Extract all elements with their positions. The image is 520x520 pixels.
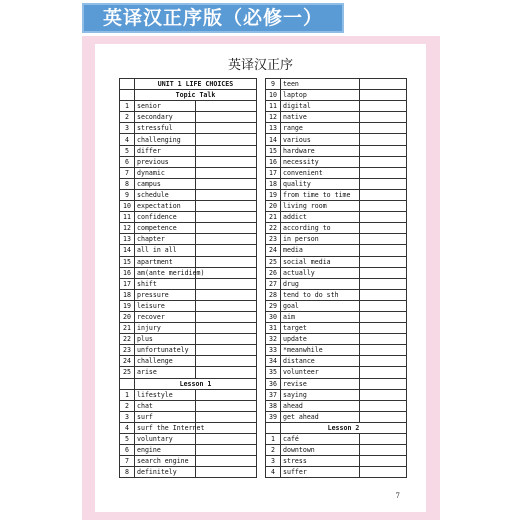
- table-row: [266, 323, 407, 334]
- table-row: [120, 123, 257, 134]
- translation-blank[interactable]: [360, 356, 407, 367]
- row-number: 33: [266, 345, 281, 356]
- table-row: [266, 267, 407, 278]
- translation-blank[interactable]: [360, 456, 407, 467]
- row-number: 7: [120, 456, 135, 467]
- table-row: [266, 145, 407, 156]
- row-number: [120, 90, 135, 101]
- english-word: *meanwhile: [281, 345, 360, 356]
- table-row: [266, 467, 407, 478]
- english-word: suffer: [281, 467, 360, 478]
- translation-blank[interactable]: [196, 256, 257, 267]
- row-number: 4: [120, 422, 135, 433]
- row-number: 2: [120, 112, 135, 123]
- english-word: campus: [135, 178, 196, 189]
- english-word: surf the Internet: [135, 422, 196, 433]
- translation-blank[interactable]: [196, 278, 257, 289]
- table-row: [266, 178, 407, 189]
- row-number: 5: [120, 145, 135, 156]
- section-header-row: [120, 378, 257, 389]
- row-number: 11: [120, 212, 135, 223]
- table-row: [120, 422, 257, 433]
- english-word: apartment: [135, 256, 196, 267]
- table-row: [120, 278, 257, 289]
- row-number: 8: [120, 467, 135, 478]
- translation-blank[interactable]: [196, 178, 257, 189]
- english-word: competence: [135, 223, 196, 234]
- english-word: definitely: [135, 467, 196, 478]
- english-word: teen: [281, 79, 360, 90]
- row-number: 19: [120, 300, 135, 311]
- english-word: social media: [281, 256, 360, 267]
- english-word: from time to time: [281, 189, 360, 200]
- table-row: [120, 267, 257, 278]
- table-row: [266, 234, 407, 245]
- row-number: 21: [120, 323, 135, 334]
- table-row: [120, 434, 257, 445]
- english-word: volunteer: [281, 367, 360, 378]
- row-number: 13: [266, 123, 281, 134]
- english-word: search engine: [135, 456, 196, 467]
- translation-blank[interactable]: [360, 167, 407, 178]
- row-number: 4: [120, 134, 135, 145]
- english-word: actually: [281, 267, 360, 278]
- english-word: challenging: [135, 134, 196, 145]
- row-number: 23: [266, 234, 281, 245]
- page-banner: [82, 3, 344, 33]
- translation-blank[interactable]: [360, 411, 407, 422]
- row-number: 34: [266, 356, 281, 367]
- row-number: 18: [266, 178, 281, 189]
- row-number: 13: [120, 234, 135, 245]
- translation-blank[interactable]: [360, 79, 407, 90]
- table-row: [120, 112, 257, 123]
- row-number: [120, 79, 135, 90]
- translation-blank[interactable]: [196, 300, 257, 311]
- row-number: 26: [266, 267, 281, 278]
- section-header: Lesson 2: [281, 422, 407, 433]
- section-header: UNIT 1 LIFE CHOICES: [135, 79, 257, 90]
- table-row: [266, 212, 407, 223]
- table-row: [266, 311, 407, 322]
- translation-blank[interactable]: [196, 367, 257, 378]
- english-word: downtown: [281, 445, 360, 456]
- translation-blank[interactable]: [196, 467, 257, 478]
- translation-blank[interactable]: [360, 445, 407, 456]
- row-number: 15: [120, 256, 135, 267]
- english-word: unfortunately: [135, 345, 196, 356]
- table-row: [120, 345, 257, 356]
- translation-blank[interactable]: [196, 356, 257, 367]
- translation-blank[interactable]: [360, 378, 407, 389]
- row-number: 22: [266, 223, 281, 234]
- translation-blank[interactable]: [196, 456, 257, 467]
- table-row: [266, 334, 407, 345]
- table-row: [266, 389, 407, 400]
- translation-blank[interactable]: [360, 156, 407, 167]
- translation-blank[interactable]: [360, 90, 407, 101]
- table-row: [266, 289, 407, 300]
- section-header-row: [266, 422, 407, 433]
- translation-blank[interactable]: [360, 467, 407, 478]
- english-word: injury: [135, 323, 196, 334]
- table-row: [120, 334, 257, 345]
- row-number: 4: [266, 467, 281, 478]
- translation-blank[interactable]: [360, 245, 407, 256]
- table-row: [266, 223, 407, 234]
- row-number: 27: [266, 278, 281, 289]
- row-number: 10: [266, 90, 281, 101]
- row-number: 32: [266, 334, 281, 345]
- row-number: 9: [120, 189, 135, 200]
- table-row: [266, 445, 407, 456]
- translation-blank[interactable]: [196, 189, 257, 200]
- row-number: 19: [266, 189, 281, 200]
- translation-blank[interactable]: [360, 434, 407, 445]
- translation-blank[interactable]: [360, 101, 407, 112]
- translation-blank[interactable]: [360, 212, 407, 223]
- translation-blank[interactable]: [196, 245, 257, 256]
- translation-blank[interactable]: [360, 123, 407, 134]
- translation-blank[interactable]: [360, 201, 407, 212]
- translation-blank[interactable]: [360, 345, 407, 356]
- row-number: 24: [266, 245, 281, 256]
- english-word: ahead: [281, 400, 360, 411]
- translation-blank[interactable]: [196, 212, 257, 223]
- translation-blank[interactable]: [196, 400, 257, 411]
- english-word: laptop: [281, 90, 360, 101]
- english-word: confidence: [135, 212, 196, 223]
- translation-blank[interactable]: [196, 145, 257, 156]
- translation-blank[interactable]: [196, 201, 257, 212]
- table-row: [120, 189, 257, 200]
- table-row: [120, 101, 257, 112]
- english-word: get ahead: [281, 411, 360, 422]
- translation-blank[interactable]: [360, 311, 407, 322]
- translation-blank[interactable]: [196, 123, 257, 134]
- english-word: drug: [281, 278, 360, 289]
- row-number: [266, 422, 281, 433]
- translation-blank[interactable]: [196, 311, 257, 322]
- english-word: shift: [135, 278, 196, 289]
- row-number: 5: [120, 434, 135, 445]
- table-row: [266, 378, 407, 389]
- english-word: challenge: [135, 356, 196, 367]
- row-number: 37: [266, 389, 281, 400]
- translation-blank[interactable]: [360, 189, 407, 200]
- row-number: 25: [266, 256, 281, 267]
- table-row: [120, 178, 257, 189]
- table-row: [266, 300, 407, 311]
- table-row: [120, 411, 257, 422]
- translation-blank[interactable]: [360, 278, 407, 289]
- table-row: [120, 245, 257, 256]
- row-number: 2: [266, 445, 281, 456]
- row-number: 9: [266, 79, 281, 90]
- table-row: [266, 245, 407, 256]
- row-number: 1: [120, 389, 135, 400]
- english-word: aim: [281, 311, 360, 322]
- english-word: arise: [135, 367, 196, 378]
- row-number: 16: [120, 267, 135, 278]
- row-number: 1: [120, 101, 135, 112]
- english-word: range: [281, 123, 360, 134]
- english-word: café: [281, 434, 360, 445]
- row-number: 7: [120, 167, 135, 178]
- translation-blank[interactable]: [196, 345, 257, 356]
- translation-blank[interactable]: [360, 145, 407, 156]
- sheet-title: 英译汉正序: [227, 58, 293, 73]
- table-row: [266, 112, 407, 123]
- english-word: stressful: [135, 123, 196, 134]
- row-number: 20: [266, 201, 281, 212]
- table-row: [120, 323, 257, 334]
- english-word: according to: [281, 223, 360, 234]
- english-word: all in all: [135, 245, 196, 256]
- row-number: 14: [266, 134, 281, 145]
- english-word: various: [281, 134, 360, 145]
- english-word: secondary: [135, 112, 196, 123]
- english-word: target: [281, 323, 360, 334]
- row-number: 30: [266, 311, 281, 322]
- english-word: previous: [135, 156, 196, 167]
- english-word: in person: [281, 234, 360, 245]
- banner-title: 英译汉正序版（必修一）: [102, 7, 323, 29]
- row-number: 25: [120, 367, 135, 378]
- row-number: 6: [120, 445, 135, 456]
- english-word: pressure: [135, 289, 196, 300]
- english-word: stress: [281, 456, 360, 467]
- row-number: 1: [266, 434, 281, 445]
- translation-blank[interactable]: [196, 167, 257, 178]
- translation-blank[interactable]: [196, 411, 257, 422]
- english-word: plus: [135, 334, 196, 345]
- translation-blank[interactable]: [196, 434, 257, 445]
- translation-blank[interactable]: [360, 389, 407, 400]
- english-word: addict: [281, 212, 360, 223]
- table-row: [266, 101, 407, 112]
- table-row: [266, 400, 407, 411]
- english-word: expectation: [135, 201, 196, 212]
- table-row: [266, 134, 407, 145]
- english-word: surf: [135, 411, 196, 422]
- table-row: [120, 156, 257, 167]
- table-row: [266, 278, 407, 289]
- english-word: quality: [281, 178, 360, 189]
- table-row: [120, 212, 257, 223]
- table-row: [120, 400, 257, 411]
- table-row: [266, 189, 407, 200]
- english-word: saying: [281, 389, 360, 400]
- row-number: 31: [266, 323, 281, 334]
- row-number: 28: [266, 289, 281, 300]
- english-word: voluntary: [135, 434, 196, 445]
- table-row: [120, 300, 257, 311]
- row-number: 6: [120, 156, 135, 167]
- table-row: [120, 223, 257, 234]
- english-word: tend to do sth: [281, 289, 360, 300]
- worksheet: [95, 44, 426, 512]
- row-number: 29: [266, 300, 281, 311]
- translation-blank[interactable]: [196, 112, 257, 123]
- table-row: [120, 445, 257, 456]
- translation-blank[interactable]: [360, 323, 407, 334]
- translation-blank[interactable]: [196, 267, 257, 278]
- table-row: [266, 156, 407, 167]
- row-number: 23: [120, 345, 135, 356]
- table-row: [120, 234, 257, 245]
- row-number: 14: [120, 245, 135, 256]
- table-row: [120, 167, 257, 178]
- row-number: 22: [120, 334, 135, 345]
- english-word: necessity: [281, 156, 360, 167]
- row-number: 18: [120, 289, 135, 300]
- table-row: [266, 356, 407, 367]
- table-row: [120, 289, 257, 300]
- section-header: Topic Talk: [135, 90, 257, 101]
- table-row: [266, 256, 407, 267]
- table-row: [266, 367, 407, 378]
- table-row: [120, 367, 257, 378]
- row-number: 2: [120, 400, 135, 411]
- row-number: 10: [120, 201, 135, 212]
- vocab-table-right: [265, 78, 407, 478]
- english-word: engine: [135, 445, 196, 456]
- translation-blank[interactable]: [360, 367, 407, 378]
- section-header-row: [120, 79, 257, 90]
- translation-blank[interactable]: [196, 101, 257, 112]
- row-number: 12: [120, 223, 135, 234]
- row-number: 20: [120, 311, 135, 322]
- page-number: 7: [395, 492, 400, 500]
- english-word: differ: [135, 145, 196, 156]
- english-word: goal: [281, 300, 360, 311]
- row-number: 11: [266, 101, 281, 112]
- translation-blank[interactable]: [196, 134, 257, 145]
- translation-blank[interactable]: [360, 300, 407, 311]
- translation-blank[interactable]: [360, 289, 407, 300]
- row-number: 35: [266, 367, 281, 378]
- table-row: [266, 79, 407, 90]
- translation-blank[interactable]: [196, 323, 257, 334]
- english-word: convenient: [281, 167, 360, 178]
- row-number: 3: [120, 411, 135, 422]
- translation-blank[interactable]: [360, 134, 407, 145]
- row-number: 3: [266, 456, 281, 467]
- table-row: [266, 123, 407, 134]
- translation-blank[interactable]: [196, 234, 257, 245]
- table-row: [266, 167, 407, 178]
- row-number: 15: [266, 145, 281, 156]
- row-number: 39: [266, 411, 281, 422]
- table-row: [266, 434, 407, 445]
- translation-blank[interactable]: [360, 334, 407, 345]
- translation-blank[interactable]: [360, 234, 407, 245]
- english-word: distance: [281, 356, 360, 367]
- english-word: schedule: [135, 189, 196, 200]
- section-header-row: [120, 90, 257, 101]
- english-word: hardware: [281, 145, 360, 156]
- table-row: [266, 90, 407, 101]
- translation-blank[interactable]: [196, 445, 257, 456]
- row-number: 38: [266, 400, 281, 411]
- translation-blank[interactable]: [196, 156, 257, 167]
- table-row: [120, 201, 257, 212]
- english-word: update: [281, 334, 360, 345]
- table-row: [120, 356, 257, 367]
- translation-blank[interactable]: [360, 112, 407, 123]
- table-row: [120, 134, 257, 145]
- row-number: [120, 378, 135, 389]
- table-row: [266, 456, 407, 467]
- translation-blank[interactable]: [196, 289, 257, 300]
- translation-blank[interactable]: [360, 267, 407, 278]
- row-number: 17: [266, 167, 281, 178]
- vocab-table-left: [119, 78, 257, 478]
- row-number: 16: [266, 156, 281, 167]
- table-row: [120, 311, 257, 322]
- translation-blank[interactable]: [196, 223, 257, 234]
- translation-blank[interactable]: [196, 389, 257, 400]
- english-word: lifestyle: [135, 389, 196, 400]
- translation-blank[interactable]: [196, 334, 257, 345]
- english-word: am(ante meridiem): [135, 267, 196, 278]
- row-number: 24: [120, 356, 135, 367]
- row-number: 8: [120, 178, 135, 189]
- row-number: 17: [120, 278, 135, 289]
- english-word: dynamic: [135, 167, 196, 178]
- row-number: 12: [266, 112, 281, 123]
- table-row: [120, 145, 257, 156]
- english-word: recover: [135, 311, 196, 322]
- english-word: media: [281, 245, 360, 256]
- table-row: [120, 389, 257, 400]
- english-word: senior: [135, 101, 196, 112]
- row-number: 36: [266, 378, 281, 389]
- english-word: chapter: [135, 234, 196, 245]
- english-word: digital: [281, 101, 360, 112]
- table-row: [120, 456, 257, 467]
- row-number: 3: [120, 123, 135, 134]
- table-row: [120, 467, 257, 478]
- english-word: leisure: [135, 300, 196, 311]
- english-word: revise: [281, 378, 360, 389]
- english-word: native: [281, 112, 360, 123]
- translation-blank[interactable]: [360, 223, 407, 234]
- translation-blank[interactable]: [360, 400, 407, 411]
- translation-blank[interactable]: [360, 256, 407, 267]
- english-word: chat: [135, 400, 196, 411]
- row-number: 21: [266, 212, 281, 223]
- table-row: [266, 411, 407, 422]
- english-word: living room: [281, 201, 360, 212]
- table-row: [120, 256, 257, 267]
- table-row: [266, 345, 407, 356]
- translation-blank[interactable]: [360, 178, 407, 189]
- table-row: [266, 201, 407, 212]
- section-header: Lesson 1: [135, 378, 257, 389]
